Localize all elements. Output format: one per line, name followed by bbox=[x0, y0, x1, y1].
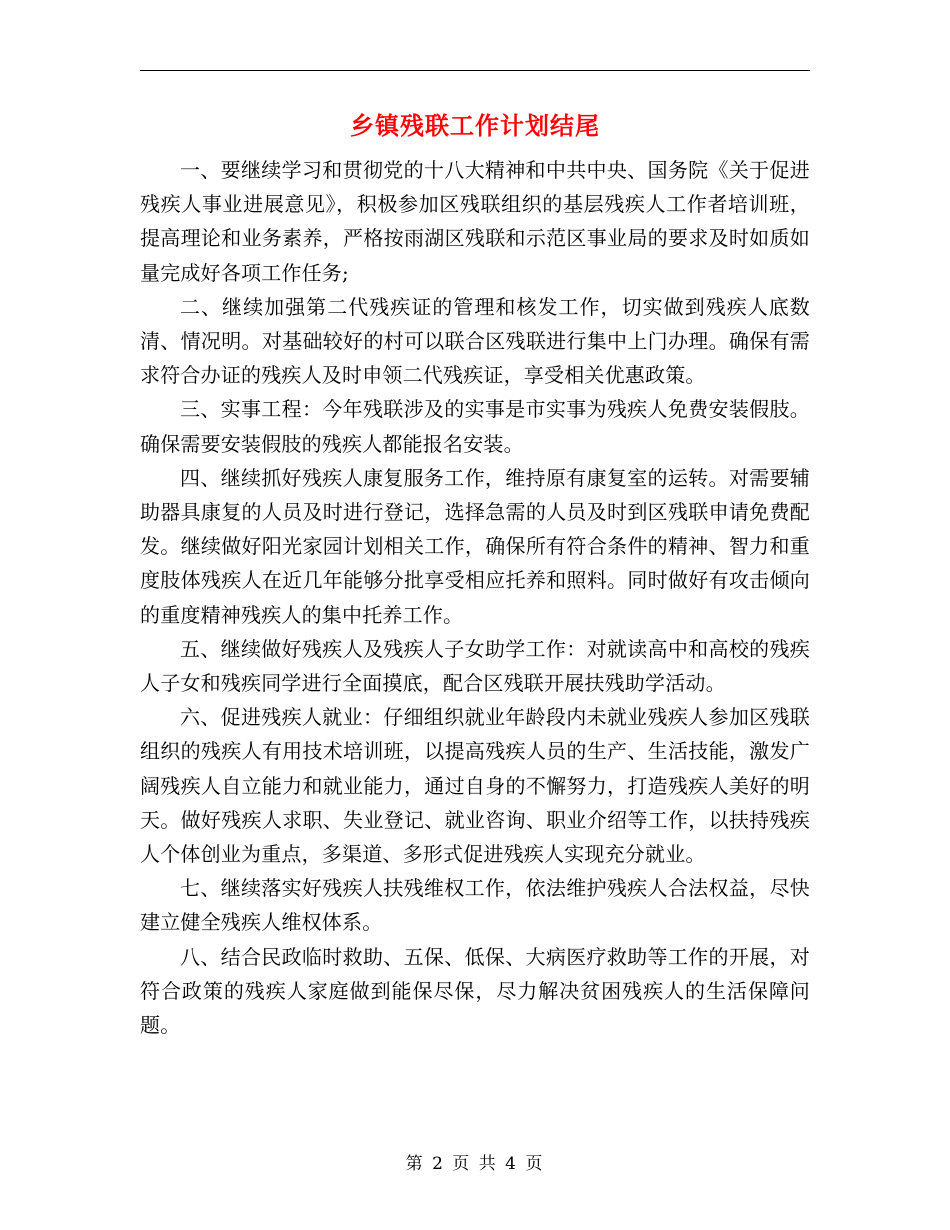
paragraph-2: 二、继续加强第二代残疾证的管理和核发工作，切实做到残疾人底数清、情况明。对基础较好的村可以联合区残联进行集中上门办理。确保有需求符合办证的残疾人及时申领二代残疾证，享受相关优惠政策。 bbox=[140, 294, 810, 388]
document-title: 乡镇残联工作计划结尾 bbox=[350, 111, 600, 140]
paragraph-1: 一、要继续学习和贯彻党的十八大精神和中共中央、国务院《关于促进残疾人事业进展意见》，积极参加区残联组织的基层残疾人工作者培训班，提高理论和业务素养，严格按雨湖区残联和示范区事业局的要求及时如质如量完成好各项工作任务; bbox=[140, 158, 810, 285]
header-rule bbox=[140, 70, 810, 71]
paragraph-6: 六、促进残疾人就业：仔细组织就业年龄段内未就业残疾人参加区残联组织的残疾人有用技术培训班，以提高残疾人员的生产、生活技能，激发广阔残疾人自立能力和就业能力，通过自身的不懈努力，打造残疾人美好的明天。做好残疾人求职、失业登记、就业咨询、职业介绍等工作，以扶持残疾人个体创业为重点，多渠道、多形式促进残疾人实现充分就业。 bbox=[140, 705, 810, 867]
paragraph-7: 七、继续落实好残疾人扶残维权工作，依法维护残疾人合法权益，尽快建立健全残疾人维权体系。 bbox=[140, 876, 810, 935]
document-body bbox=[140, 153, 810, 1042]
paragraph-3: 三、实事工程：今年残联涉及的实事是市实事为残疾人免费安装假肢。确保需要安装假肢的残疾人都能报名安装。 bbox=[140, 397, 810, 456]
paragraph-8: 八、结合民政临时救助、五保、低保、大病医疗救助等工作的开展，对符合政策的残疾人家庭做到能保尽保，尽力解决贫困残疾人的生活保障问题。 bbox=[140, 944, 810, 1038]
page-number: 第 2 页 共 4 页 bbox=[405, 1154, 545, 1174]
paragraph-4: 四、继续抓好残疾人康复服务工作，维持原有康复室的运转。对需要辅助器具康复的人员及时进行登记，选择急需的人员及时到区残联申请免费配发。继续做好阳光家园计划相关工作，确保所有符合条件的精神、智力和重度肢体残疾人在近几年能够分批享受相应托养和照料。同时做好有攻击倾向的重度精神残疾人的集中托养工作。 bbox=[140, 465, 810, 627]
paragraph-5: 五、继续做好残疾人及残疾人子女助学工作：对就读高中和高校的残疾人子女和残疾同学进行全面摸底，配合区残联开展扶残助学活动。 bbox=[140, 636, 810, 696]
